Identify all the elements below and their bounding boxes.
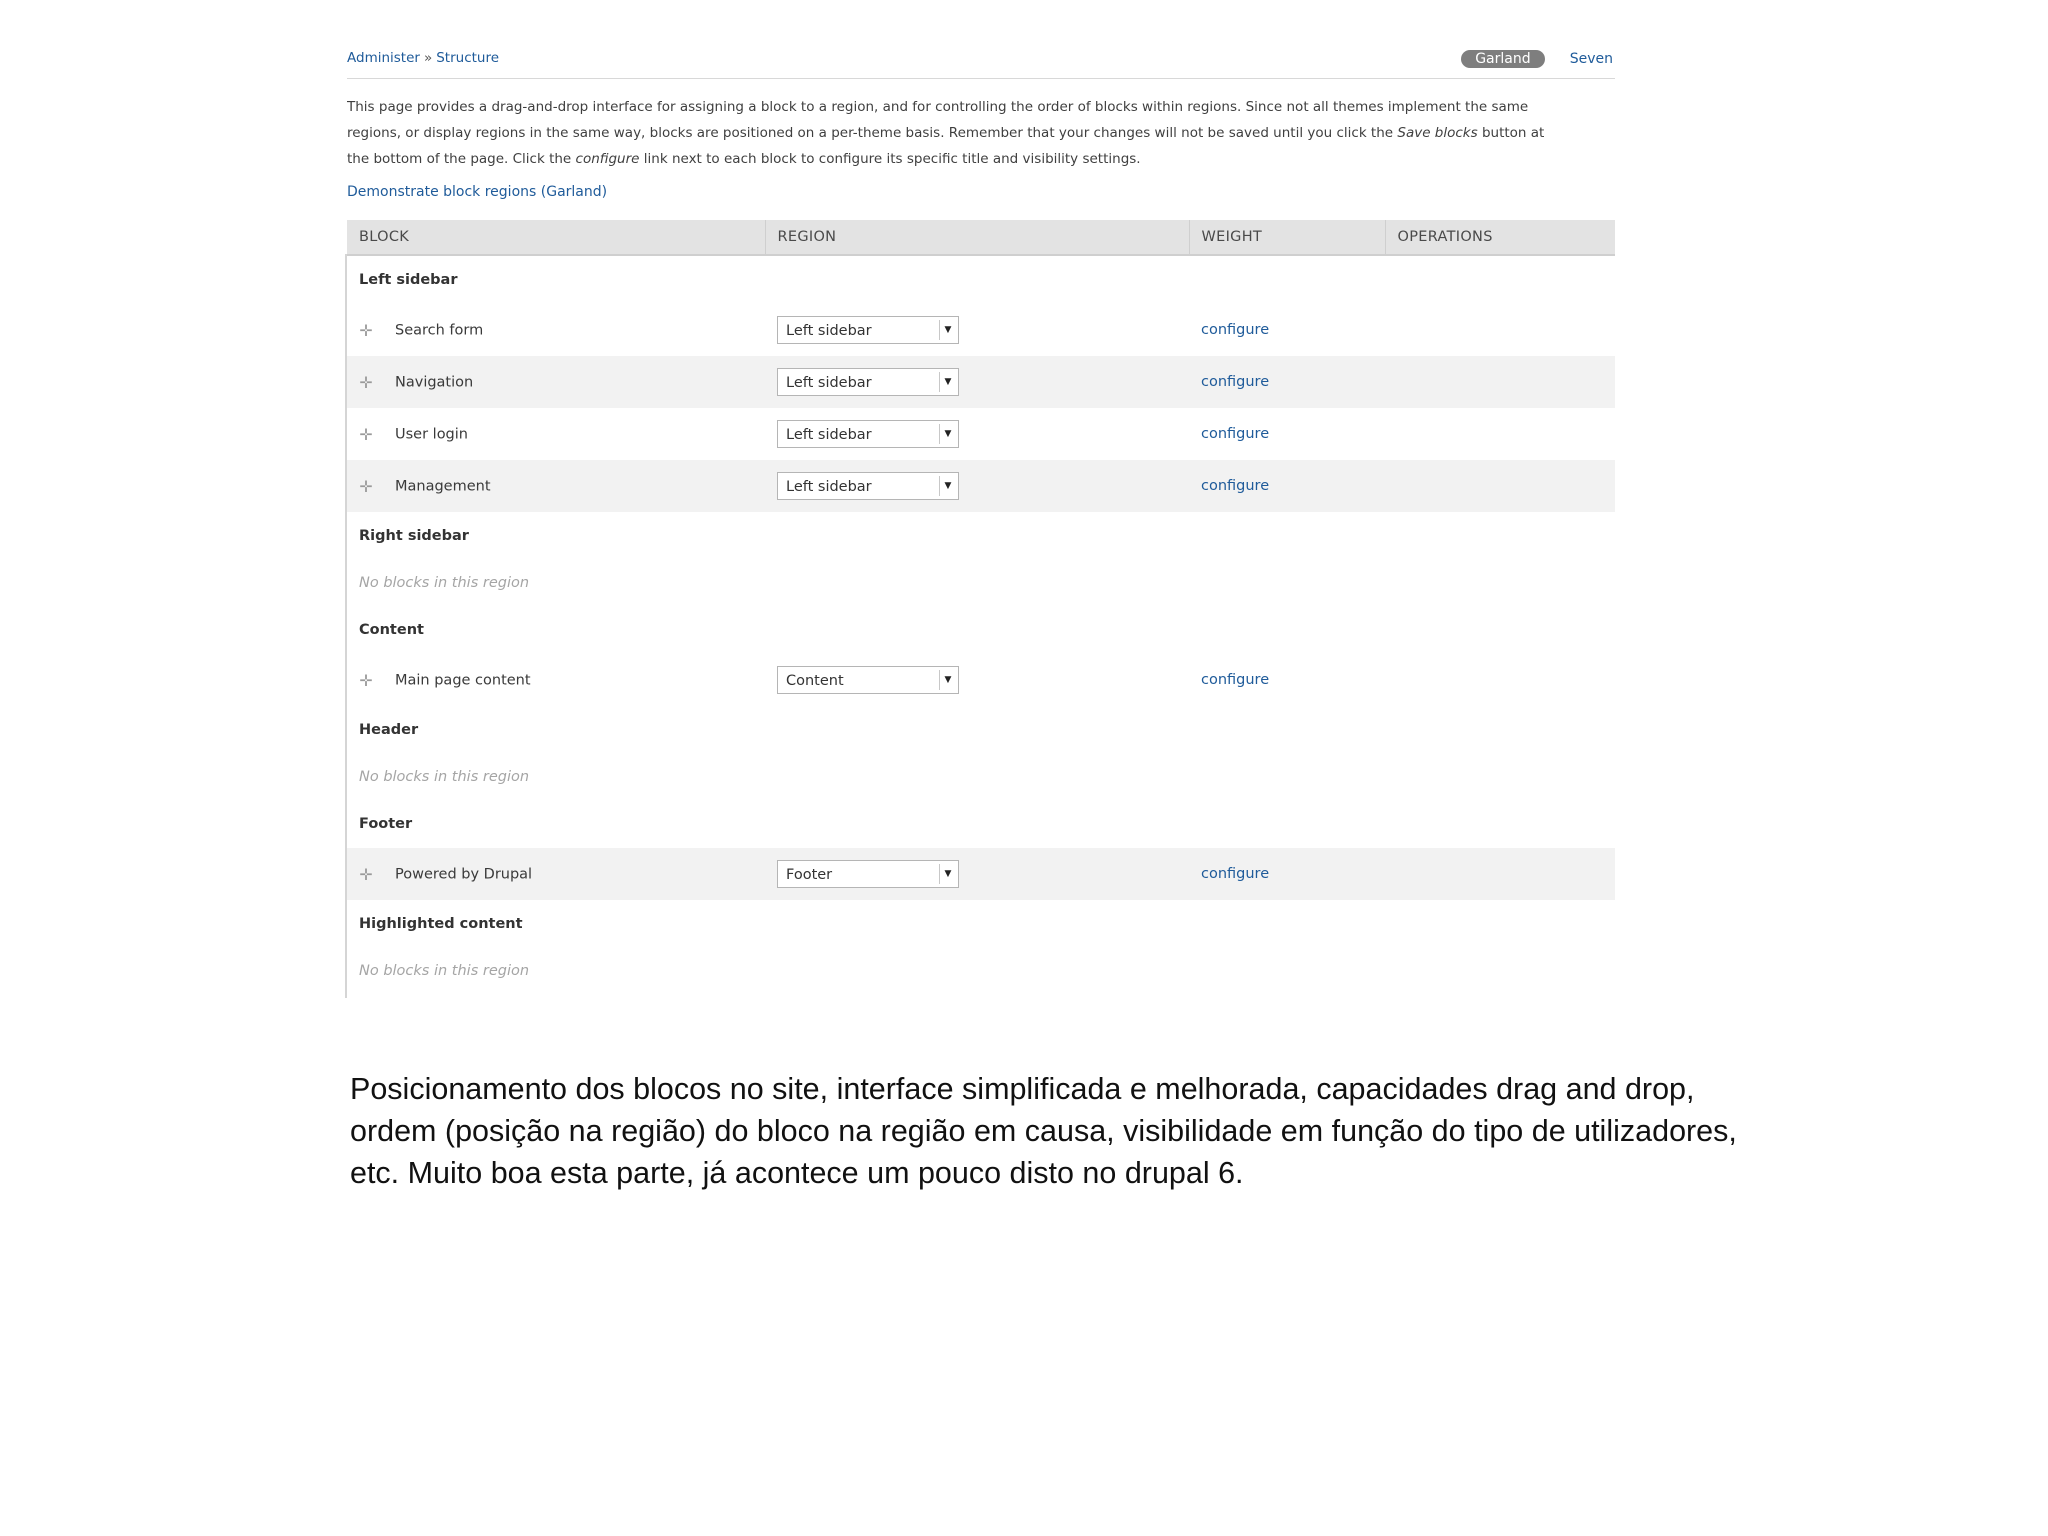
- region-title-row: [347, 606, 1615, 654]
- block-cell: [347, 848, 765, 900]
- region-select[interactable]: [777, 860, 959, 888]
- block-cell: [347, 408, 765, 460]
- operations-cell: [1385, 304, 1615, 356]
- column-header-block: BLOCK: [347, 220, 765, 255]
- empty-region-row: [347, 560, 1615, 606]
- table-row[interactable]: [347, 304, 1615, 356]
- region-select[interactable]: [777, 472, 959, 500]
- page-description: [347, 94, 1615, 172]
- region-select-value: Left sidebar: [786, 479, 872, 495]
- chevron-down-icon[interactable]: ▼: [939, 670, 956, 690]
- region-title: Content: [359, 622, 424, 638]
- region-cell: [765, 304, 1189, 356]
- configure-link[interactable]: configure: [1201, 672, 1270, 688]
- drag-handle-icon[interactable]: ✛: [359, 864, 373, 884]
- configure-link[interactable]: configure: [1189, 356, 1385, 408]
- region-select[interactable]: [777, 368, 959, 396]
- region-title: Footer: [359, 816, 413, 832]
- empty-region-message: No blocks in this region: [359, 963, 530, 979]
- region-select-value: Left sidebar: [786, 323, 872, 339]
- breadcrumb-administer[interactable]: Administer: [347, 50, 420, 66]
- empty-region-row: [347, 754, 1615, 800]
- block-cell: [347, 654, 765, 706]
- theme-tabs: [1461, 48, 1613, 68]
- table-left-border: [345, 254, 347, 998]
- description-line-3: the bottom of the page. Click the configure link next to each block to configure its specific title and visibility settings.: [347, 151, 1141, 167]
- block-name: Navigation: [395, 374, 474, 390]
- block-cell: [347, 304, 765, 356]
- empty-region-message: No blocks in this region: [359, 769, 530, 785]
- chevron-down-icon[interactable]: ▼: [939, 372, 956, 392]
- block-cell: [347, 356, 765, 408]
- region-select[interactable]: [777, 316, 959, 344]
- region-select[interactable]: [777, 666, 959, 694]
- region-title-row: [347, 255, 1615, 304]
- table-row[interactable]: [347, 654, 1615, 706]
- breadcrumb-structure[interactable]: Structure: [436, 50, 500, 66]
- region-title: Highlighted content: [359, 916, 523, 932]
- column-header-operations: OPERATIONS: [1385, 220, 1615, 255]
- operations-cell: [1385, 848, 1615, 900]
- region-title: Left sidebar: [359, 272, 458, 288]
- drag-handle-icon[interactable]: ✛: [359, 670, 373, 690]
- block-cell: [347, 460, 765, 512]
- drag-handle-icon[interactable]: ✛: [359, 320, 373, 340]
- block-name: Search form: [395, 322, 484, 338]
- table-header-row: [347, 220, 1615, 255]
- configure-link[interactable]: configure: [1189, 460, 1385, 512]
- block-name: Main page content: [395, 672, 531, 688]
- drag-handle-icon[interactable]: ✛: [359, 424, 373, 444]
- breadcrumb: [347, 50, 499, 66]
- region-title-row: [347, 706, 1615, 754]
- table-row[interactable]: [347, 848, 1615, 900]
- configure-link[interactable]: configure: [1201, 322, 1270, 338]
- blocks-table: [347, 220, 1615, 994]
- region-title: Header: [359, 722, 419, 738]
- drag-handle-icon[interactable]: ✛: [359, 476, 373, 496]
- block-name: Powered by Drupal: [395, 866, 533, 882]
- chevron-down-icon[interactable]: ▼: [939, 320, 956, 340]
- region-select-value: Footer: [786, 867, 833, 883]
- region-title-row: [347, 512, 1615, 560]
- region-cell: [765, 848, 1189, 900]
- operations-cell: [1385, 408, 1615, 460]
- description-line-2: regions, or display regions in the same way, blocks are positioned on a per-theme basis. Remember that your changes will not be saved until you click the Save blocks button at: [347, 125, 1545, 141]
- region-cell: [765, 356, 1189, 408]
- empty-region-row: [347, 948, 1615, 994]
- drag-handle-icon[interactable]: ✛: [359, 372, 373, 392]
- tab-seven[interactable]: Seven: [1569, 50, 1613, 67]
- chevron-down-icon[interactable]: ▼: [939, 424, 956, 444]
- blocks-table-body: [347, 255, 1615, 994]
- region-cell: [765, 654, 1189, 706]
- region-cell: [765, 460, 1189, 512]
- region-title: Right sidebar: [359, 528, 469, 544]
- column-header-region: REGION: [765, 220, 1189, 255]
- top-bar: [347, 40, 1615, 79]
- region-title-row: [347, 800, 1615, 848]
- table-row[interactable]: [347, 408, 1615, 460]
- configure-link[interactable]: configure: [1189, 848, 1385, 900]
- block-name: Management: [395, 478, 491, 494]
- slide-caption: Posicionamento dos blocos no site, interface simplificada e melhorada, capacidades drag and drop, ordem (posição na região) do bloco na região em causa, visibilidade em função do tipo de utilizadores, etc. Muito boa esta parte, já acontece um pouco disto no drupal 6.: [350, 1072, 1737, 1190]
- tab-garland[interactable]: Garland: [1461, 50, 1544, 68]
- empty-region-message: No blocks in this region: [359, 575, 530, 591]
- chevron-down-icon[interactable]: ▼: [939, 476, 956, 496]
- operations-cell: [1385, 356, 1615, 408]
- region-select-value: Left sidebar: [786, 375, 872, 391]
- chevron-down-icon[interactable]: ▼: [939, 864, 956, 884]
- operations-cell: [1385, 460, 1615, 512]
- column-header-weight: WEIGHT: [1189, 220, 1385, 255]
- table-row[interactable]: [347, 460, 1615, 512]
- block-name: User login: [395, 426, 468, 442]
- description-line-1: This page provides a drag-and-drop interface for assigning a block to a region, and for controlling the order of blocks within regions. Since not all themes implement the same: [347, 99, 1529, 115]
- breadcrumb-separator: »: [423, 50, 433, 66]
- screenshot-panel: [345, 40, 1615, 1000]
- region-select[interactable]: [777, 420, 959, 448]
- table-row[interactable]: [347, 356, 1615, 408]
- demonstrate-regions-link[interactable]: Demonstrate block regions (Garland): [347, 184, 608, 200]
- configure-link[interactable]: configure: [1201, 426, 1270, 442]
- region-select-value: Left sidebar: [786, 427, 872, 443]
- region-select-value: Content: [786, 673, 844, 689]
- operations-cell: [1385, 654, 1615, 706]
- region-title-row: [347, 900, 1615, 948]
- region-cell: [765, 408, 1189, 460]
